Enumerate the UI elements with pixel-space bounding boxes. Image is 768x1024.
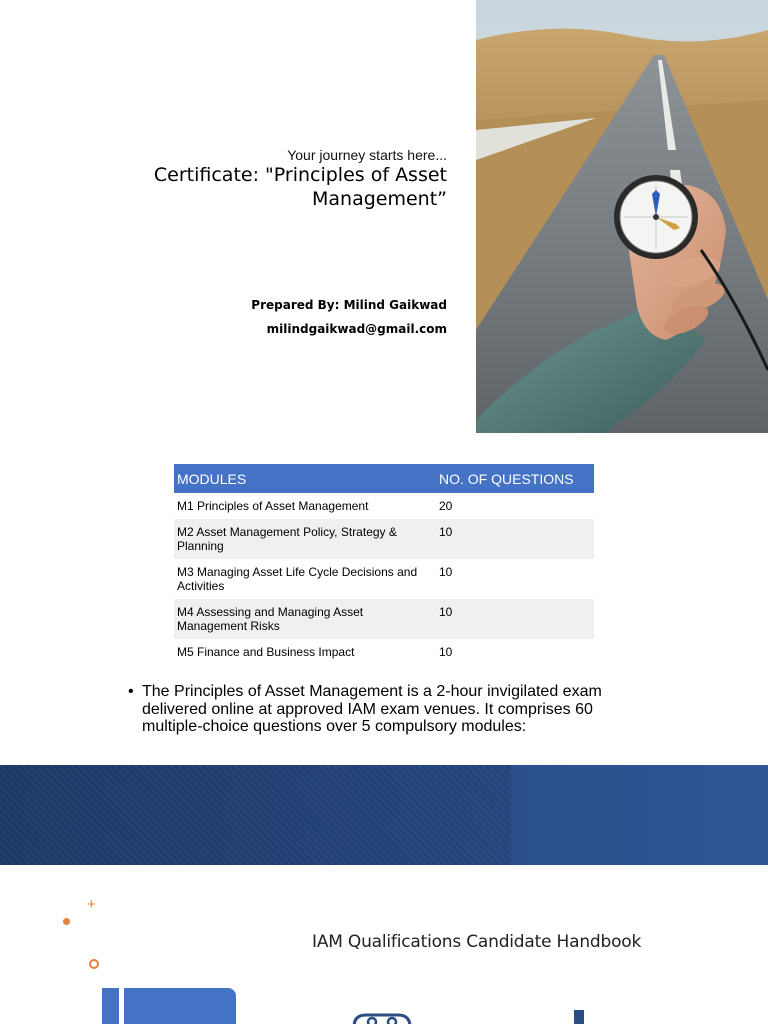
blue-banner bbox=[0, 765, 768, 865]
questions-cell: 10 bbox=[436, 519, 594, 559]
logo-icon bbox=[352, 1013, 412, 1024]
questions-cell: 20 bbox=[439, 499, 453, 513]
module-cell: M4 Assessing and Managing Asset Management Risks bbox=[174, 599, 436, 639]
banner-right-panel bbox=[511, 765, 768, 865]
table-header-row bbox=[174, 464, 594, 493]
blue-block-graphic bbox=[102, 988, 236, 1024]
table-row bbox=[174, 519, 594, 559]
module-cell: M5 Finance and Business Impact bbox=[177, 645, 355, 659]
dot-icon bbox=[63, 918, 70, 925]
table-row bbox=[174, 493, 594, 519]
certificate-title: Certificate: "Principles of Asset Management” bbox=[153, 164, 447, 210]
table-row bbox=[174, 639, 594, 665]
road-compass-illustration bbox=[476, 0, 768, 433]
tagline: Your journey starts here... bbox=[287, 147, 447, 163]
ring-icon bbox=[89, 959, 99, 969]
bullet-text: The Principles of Asset Management is a 2-hour invigilated exam delivered online at approved IAM exam venues. It comprises 60 multiple-choice questions over 5 compulsory modules: bbox=[142, 683, 602, 735]
modules-table bbox=[174, 464, 594, 665]
cover-slide bbox=[0, 0, 768, 433]
exam-description-bullet bbox=[128, 683, 618, 736]
dark-bar-graphic bbox=[574, 1010, 584, 1024]
module-cell: M3 Managing Asset Life Cycle Decisions and Activities bbox=[177, 565, 418, 593]
table-row bbox=[174, 559, 594, 599]
bullet-marker: • bbox=[128, 683, 134, 700]
prepared-by: Prepared By: Milind Gaikwad bbox=[251, 298, 447, 312]
header-modules: MODULES bbox=[174, 464, 436, 493]
modules-slide bbox=[0, 433, 768, 765]
handbook-title: IAM Qualifications Candidate Handbook bbox=[312, 932, 642, 952]
module-cell: M1 Principles of Asset Management bbox=[177, 499, 369, 513]
road-compass-photo bbox=[476, 0, 768, 433]
block-bar-right bbox=[124, 988, 236, 1024]
header-questions: NO. OF QUESTIONS bbox=[436, 464, 594, 493]
questions-cell: 10 bbox=[436, 599, 594, 639]
questions-cell: 10 bbox=[439, 565, 453, 579]
table-row bbox=[174, 599, 594, 639]
questions-cell: 10 bbox=[439, 645, 453, 659]
module-cell: M2 Asset Management Policy, Strategy & Planning bbox=[174, 519, 436, 559]
handbook-slide bbox=[0, 865, 768, 1024]
author-email: milindgaikwad@gmail.com bbox=[266, 322, 447, 336]
block-bar-left bbox=[102, 988, 119, 1024]
plus-icon: + bbox=[87, 896, 96, 913]
